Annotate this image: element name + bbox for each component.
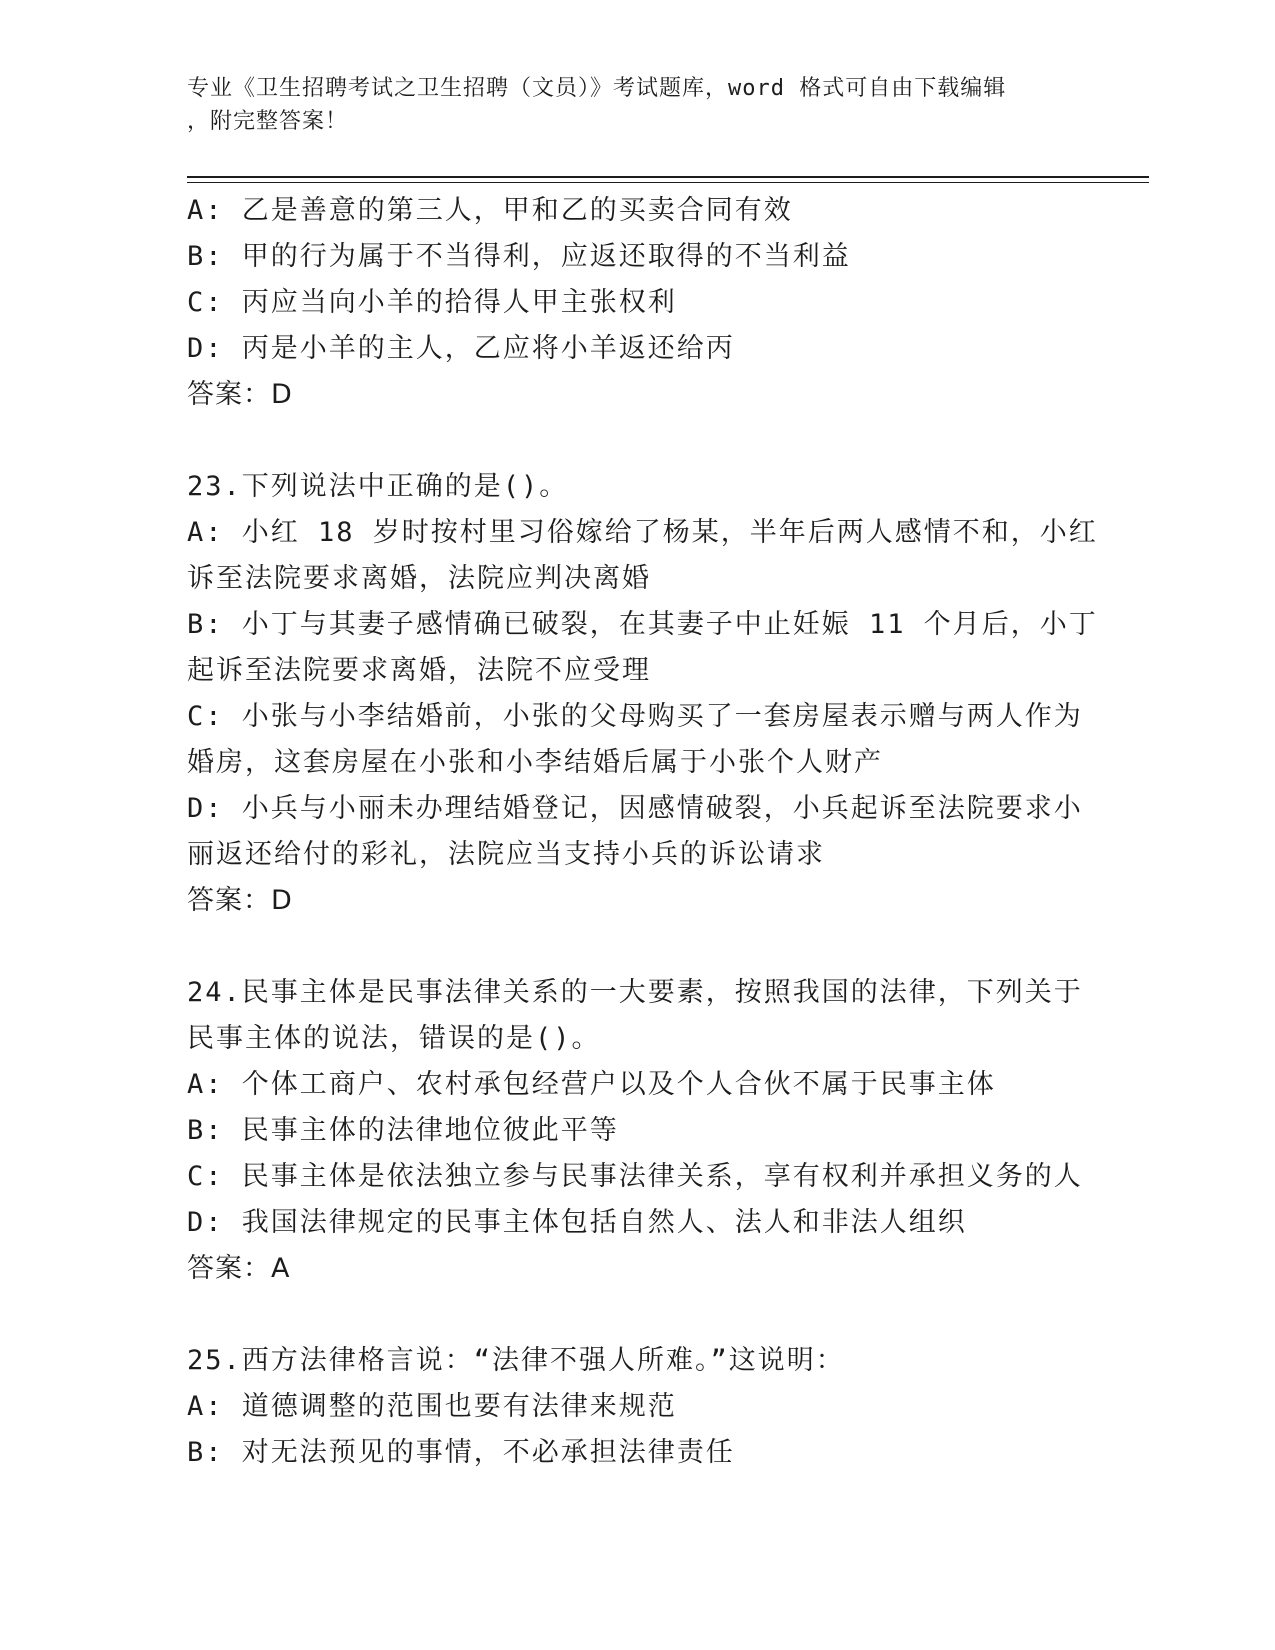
option-a-continued: 诉至法院要求离婚，法院应判决离婚 <box>187 563 651 594</box>
header-divider-thin <box>187 182 1149 183</box>
option-b: B: 民事主体的法律地位彼此平等 <box>187 1115 619 1146</box>
answer-label: 答案：D <box>187 885 293 916</box>
question-24-block <box>187 970 1087 1292</box>
question-content <box>187 188 1098 1476</box>
question-stem-continued: 民事主体的说法，错误的是()。 <box>187 1023 601 1054</box>
option-c: C: 民事主体是依法独立参与民事法律关系，享有权利并承担义务的人 <box>187 1161 1083 1192</box>
option-d: D: 我国法律规定的民事主体包括自然人、法人和非法人组织 <box>187 1207 967 1238</box>
option-a: A: 个体工商户、农村承包经营户以及个人合伙不属于民事主体 <box>187 1069 996 1100</box>
header-line-2: ，附完整答案！ <box>187 109 349 134</box>
option-d-continued: 丽返还给付的彩礼，法院应当支持小兵的诉讼请求 <box>187 839 825 870</box>
question-22-block <box>187 188 1087 418</box>
answer-label: 答案：D <box>187 379 293 410</box>
header-divider-thick <box>187 176 1149 178</box>
header-line-1: 专业《卫生招聘考试之卫生招聘（文员）》考试题库，word 格式可自由下载编辑 <box>187 76 1007 101</box>
option-c: C: 小张与小李结婚前，小张的父母购买了一套房屋表示赠与两人作为 <box>187 701 1083 732</box>
question-25-block <box>187 1338 1087 1476</box>
option-c-continued: 婚房，这套房屋在小张和小李结婚后属于小张个人财产 <box>187 747 883 778</box>
question-23-block <box>187 464 1098 924</box>
question-stem: 25.西方法律格言说：“法律不强人所难。”这说明： <box>187 1345 845 1376</box>
option-c: C: 丙应当向小羊的拾得人甲主张权利 <box>187 287 677 318</box>
option-d: D: 小兵与小丽未办理结婚登记，因感情破裂，小兵起诉至法院要求小 <box>187 793 1083 824</box>
option-b: B: 甲的行为属于不当得利，应返还取得的不当利益 <box>187 241 851 272</box>
option-a: A: 小红 18 岁时按村里习俗嫁给了杨某，半年后两人感情不和，小红 <box>187 517 1098 548</box>
document-header <box>187 72 1087 138</box>
question-stem: 24.民事主体是民事法律关系的一大要素，按照我国的法律，下列关于 <box>187 977 1083 1008</box>
answer-label: 答案：A <box>187 1253 291 1284</box>
question-stem: 23.下列说法中正确的是()。 <box>187 471 569 502</box>
option-b: B: 对无法预见的事情，不必承担法律责任 <box>187 1437 735 1468</box>
option-a: A: 乙是善意的第三人，甲和乙的买卖合同有效 <box>187 195 793 226</box>
option-d: D: 丙是小羊的主人，乙应将小羊返还给丙 <box>187 333 735 364</box>
option-b: B: 小丁与其妻子感情确已破裂，在其妻子中止妊娠 11 个月后，小丁 <box>187 609 1098 640</box>
option-b-continued: 起诉至法院要求离婚，法院不应受理 <box>187 655 651 686</box>
option-a: A: 道德调整的范围也要有法律来规范 <box>187 1391 677 1422</box>
